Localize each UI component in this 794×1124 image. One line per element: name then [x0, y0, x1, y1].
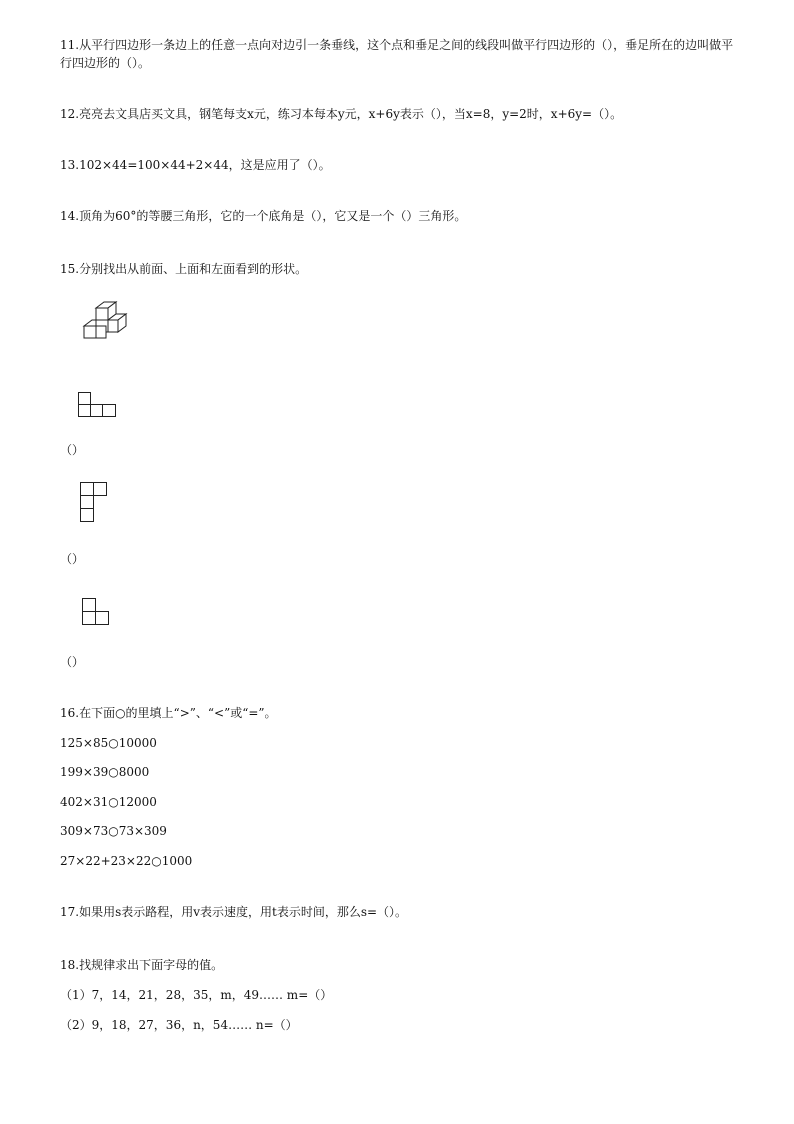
pattern-item-2: （2）9，18，27，36，n，54…… n=（）: [60, 1018, 298, 1032]
compare-item-5: 27×22+23×22○1000: [60, 854, 193, 868]
answer-blank-2[interactable]: （）: [60, 552, 85, 566]
view-shape-2: [80, 482, 110, 524]
answer-blank-3[interactable]: （）: [60, 655, 85, 669]
view-shape-3: [82, 598, 112, 626]
question-14: 14.顶角为60°的等腰三角形，它的一个底角是（），它又是一个（）三角形。: [60, 209, 467, 223]
question-16: 16.在下面○的里填上“>”、“<”或“=”。: [60, 706, 277, 720]
compare-item-4: 309×73○73×309: [60, 824, 167, 838]
question-17: 17.如果用s表示路程，用v表示速度，用t表示时间，那么s=（）。: [60, 905, 408, 919]
compare-item-1: 125×85○10000: [60, 736, 157, 750]
compare-item-2: 199×39○8000: [60, 765, 150, 779]
view-shape-1: [78, 392, 118, 418]
answer-blank-1[interactable]: （）: [60, 443, 85, 457]
compare-item-3: 402×31○12000: [60, 795, 157, 809]
question-18: 18.找规律求出下面字母的值。: [60, 958, 224, 972]
question-11: 11.从平行四边形一条边上的任意一点向对边引一条垂线，这个点和垂足之间的线段叫做平行四边形的（），垂足所在的边叫做平行四边形的（）。: [60, 38, 734, 70]
question-15: 15.分别找出从前面、上面和左面看到的形状。: [60, 262, 308, 276]
cube-stack-figure: [80, 300, 130, 348]
question-12: 12.亮亮去文具店买文具，钢笔每支x元，练习本每本y元，x+6y表示（），当x=8，y=2时，x+6y=（）。: [60, 107, 623, 121]
question-13: 13.102×44=100×44+2×44，这是应用了（）。: [60, 158, 331, 172]
pattern-item-1: （1）7，14，21，28，35，m，49…… m=（）: [60, 988, 333, 1002]
